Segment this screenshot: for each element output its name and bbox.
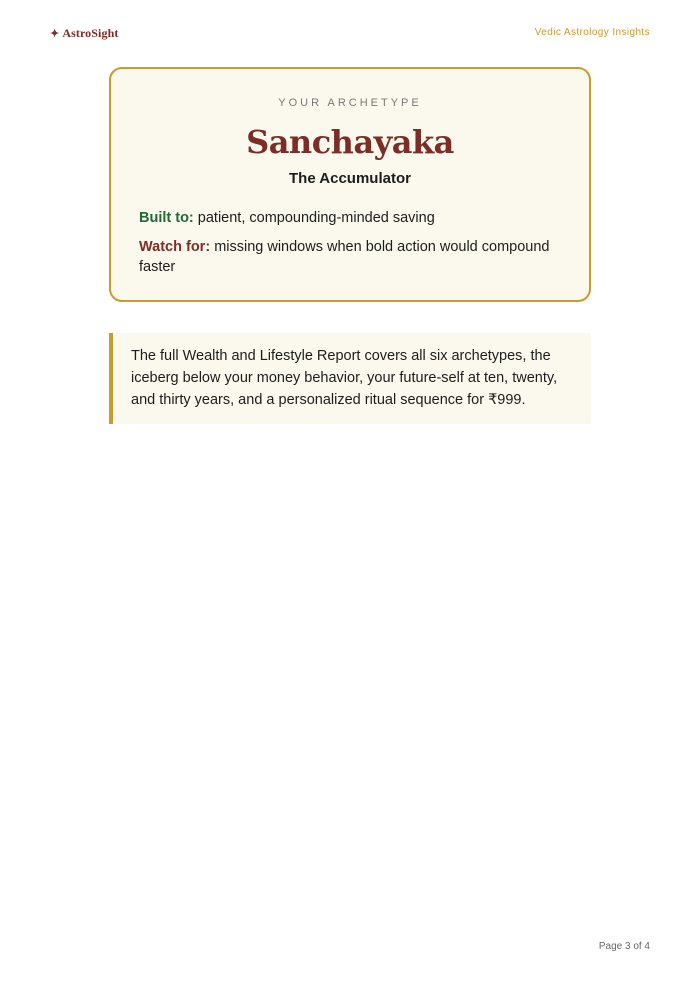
archetype-subtitle: The Accumulator xyxy=(289,170,411,187)
header-tagline: Vedic Astrology Insights xyxy=(534,27,650,38)
watch-for-trait xyxy=(139,237,559,277)
built-to-label: Built to: xyxy=(139,210,194,226)
brand-logo xyxy=(50,26,118,41)
star-icon: ✦ xyxy=(50,28,60,40)
watch-for-label: Watch for: xyxy=(139,239,211,255)
built-to-text: patient, compounding-minded saving xyxy=(197,210,435,226)
archetype-name: Sanchayaka xyxy=(246,123,454,161)
built-to-trait xyxy=(139,208,559,228)
page-number: Page 3 of 4 xyxy=(598,941,650,952)
archetype-card xyxy=(109,67,591,302)
report-callout-text: The full Wealth and Lifestyle Report covers all six archetypes, the iceberg below your money behavior, your future-self at ten, twenty, and thirty years, and a personalized ritual sequence for ₹999. xyxy=(131,348,558,408)
brand-name: AstroSight xyxy=(62,26,119,40)
watch-for-text: missing windows when bold action would compound faster xyxy=(139,239,550,275)
report-callout xyxy=(109,333,591,424)
archetype-eyebrow: YOUR ARCHETYPE xyxy=(278,97,422,109)
